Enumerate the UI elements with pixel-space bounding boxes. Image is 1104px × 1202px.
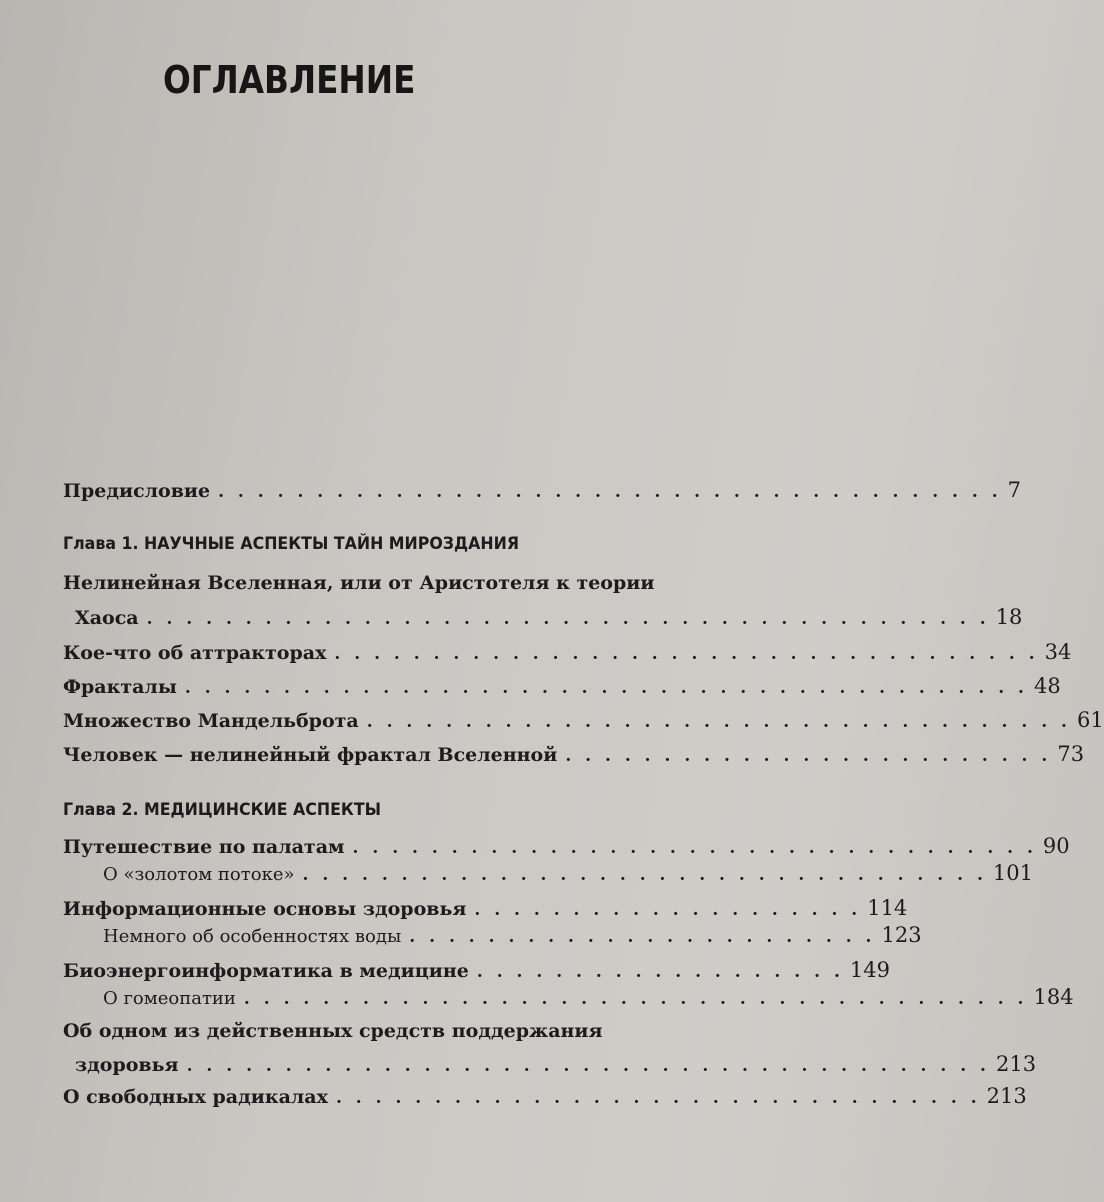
toc-entry-title: О гомеопатии	[103, 988, 236, 1009]
toc-page-number: 73	[1057, 742, 1085, 766]
toc-entry-mandelbrot[interactable]	[63, 708, 1104, 732]
toc-entry-title-line1: Нелинейная Вселенная, или от Аристотеля к теории	[63, 572, 655, 594]
toc-entry-title: Хаоса	[75, 607, 139, 629]
bleed-through-text	[470, 60, 800, 350]
toc-leader-dots: . . . . . . . . . . . . . . . . . . . . . . . . . . . . . . . . . . . .	[334, 644, 1039, 664]
toc-entry-free-radicals[interactable]	[63, 1084, 1027, 1108]
toc-page-number: 213	[986, 1084, 1027, 1108]
toc-leader-dots: . . . . . . . . . . . . . . . . . . . . . . . . . . . . . . . . . . .	[302, 865, 987, 885]
toc-leader-dots: . . . . . . . . . . . . . . . . . . . . . . . . . . . . . . . . . . . . . . . . . . .	[146, 609, 990, 629]
toc-entry-wards-journey[interactable]	[63, 834, 1070, 858]
toc-entry-golden-stream[interactable]	[63, 861, 1033, 885]
toc-entry-preface[interactable]	[63, 478, 1022, 502]
toc-leader-dots: . . . . . . . . . . . . . . . . . . . .	[474, 900, 862, 920]
toc-page-number: 184	[1033, 985, 1074, 1009]
toc-leader-dots: . . . . . . . . . . . . . . . . . . . . . . . . . . . . . . . . . . .	[352, 838, 1037, 858]
toc-entry-title: здоровья	[75, 1054, 179, 1076]
toc-entry-title: Множество Мандельброта	[63, 710, 359, 732]
toc-page-number: 114	[867, 896, 908, 920]
toc-leader-dots: . . . . . . . . . . . . . . . . . . . . . . . . . . . . . . . . . . . . . . . . .	[186, 1056, 990, 1076]
toc-entry-attractors[interactable]	[63, 640, 1072, 664]
toc-leader-dots: . . . . . . . . . . . . . . . . . . . . . . . . . . . . . . . . . . . . . . . .	[243, 989, 1028, 1009]
toc-entry-bioenergy[interactable]	[63, 958, 890, 982]
toc-page-number: 7	[1007, 478, 1022, 502]
toc-entry-title: О свободных радикалах	[63, 1086, 328, 1108]
toc-entry-human-fractal[interactable]	[63, 742, 1085, 766]
toc-page-number: 18	[995, 605, 1023, 629]
toc-page-number: 149	[849, 958, 890, 982]
toc-entry-title: О «золотом потоке»	[103, 864, 295, 885]
toc-entry-fractals[interactable]	[63, 674, 1061, 698]
toc-entry-health-foundations[interactable]	[63, 896, 908, 920]
toc-page-number: 90	[1042, 834, 1070, 858]
toc-page-number: 61	[1076, 708, 1104, 732]
toc-entry-title: Кое-что об аттракторах	[63, 642, 327, 664]
toc-entry-title: Предисловие	[63, 480, 211, 502]
toc-entry-title: Немного об особенностях воды	[103, 926, 402, 947]
toc-page-number: 123	[881, 923, 922, 947]
toc-page-number: 34	[1044, 640, 1072, 664]
toc-entry-water-properties[interactable]	[63, 923, 922, 947]
toc-entry-title: Человек — нелинейный фрактал Вселенной	[63, 744, 558, 766]
toc-entry-title-line1: Об одном из действенных средств поддержания	[63, 1020, 603, 1042]
toc-entry-nonlinear-universe[interactable]	[63, 605, 1023, 629]
toc-entry-health-support[interactable]	[63, 1052, 1037, 1076]
toc-leader-dots: . . . . . . . . . . . . . . . . . . . . . . . .	[409, 927, 876, 947]
toc-page-number: 48	[1033, 674, 1061, 698]
toc-entry-title: Информационные основы здоровья	[63, 898, 467, 920]
toc-entry-title: Биоэнергоинформатика в медицине	[63, 960, 469, 982]
toc-page-number: 101	[992, 861, 1033, 885]
toc-entry-title: Путешествие по палатам	[63, 836, 345, 858]
toc-entry-title: Фракталы	[63, 676, 177, 698]
toc-leader-dots: . . . . . . . . . . . . . . . . . . . . . . . . . . . . . . . . . . . . . . . .	[218, 482, 1002, 502]
toc-entry-homeopathy[interactable]	[63, 985, 1074, 1009]
toc-leader-dots: . . . . . . . . . . . . . . . . . . . . . . . . .	[565, 746, 1052, 766]
toc-leader-dots: . . . . . . . . . . . . . . . . . . . . . . . . . . . . . . . . . . . .	[366, 712, 1071, 732]
toc-leader-dots: . . . . . . . . . . . . . . . . . . . . . . . . . . . . . . . . . . . . . . . . . . .	[184, 678, 1028, 698]
chapter-heading-2: Глава 2. МЕДИЦИНСКИЕ АСПЕКТЫ	[63, 800, 382, 820]
page-title: ОГЛАВЛЕНИЕ	[163, 58, 416, 102]
chapter-heading-1: Глава 1. НАУЧНЫЕ АСПЕКТЫ ТАЙН МИРОЗДАНИЯ	[63, 534, 519, 554]
toc-leader-dots: . . . . . . . . . . . . . . . . . . . . . . . . . . . . . . . . .	[335, 1088, 981, 1108]
toc-leader-dots: . . . . . . . . . . . . . . . . . . .	[476, 962, 844, 982]
toc-page-number: 213	[995, 1052, 1037, 1076]
